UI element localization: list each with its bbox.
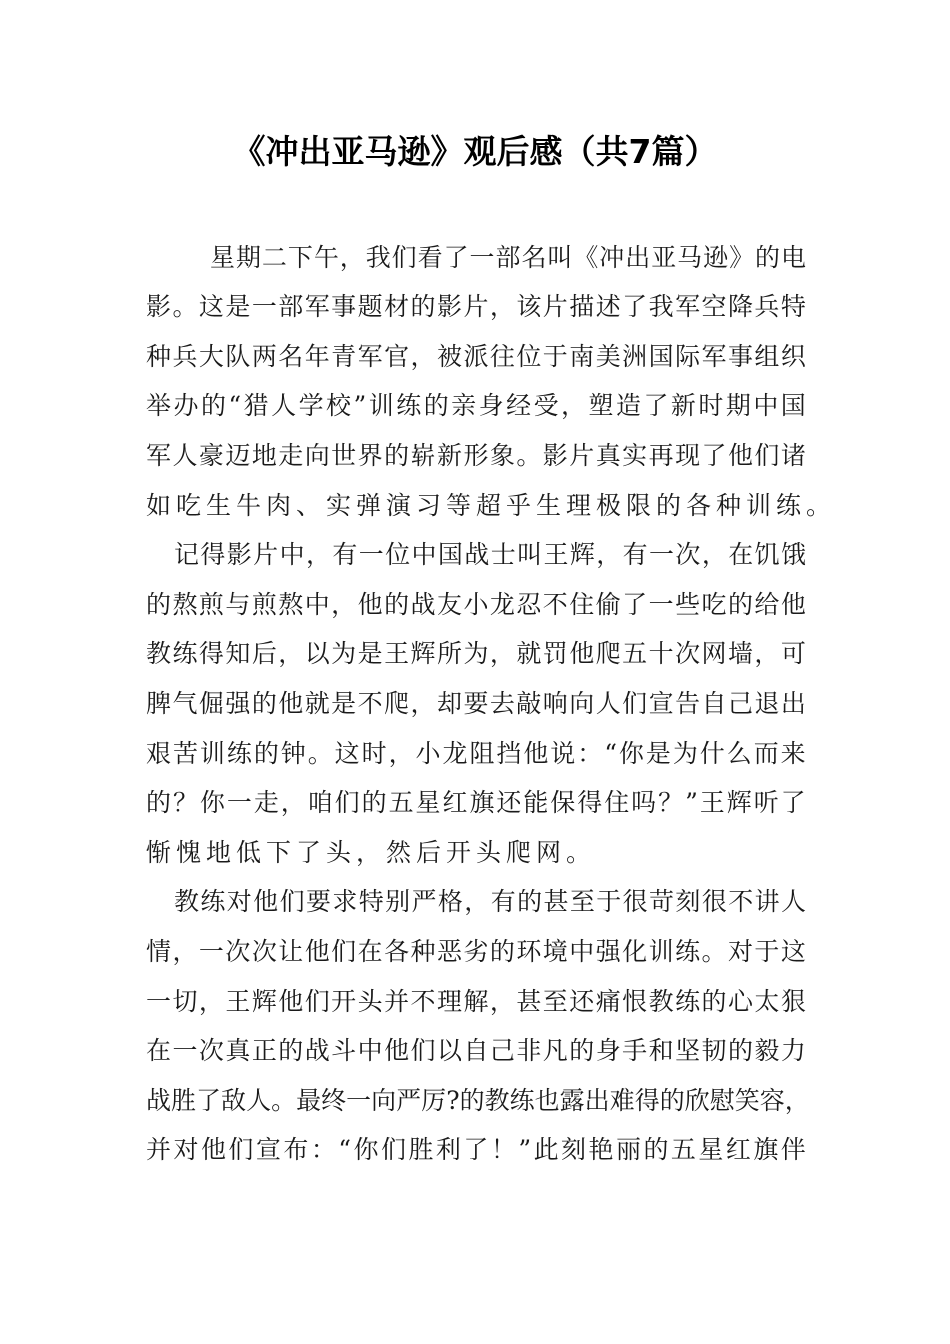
- paragraph-2-line-6: 的 ？ 你 一 走 ， 咱 们 的 五 星 红 旗 还 能 保 得 住 吗 ？ ” 王 辉 听 了: [146, 788, 806, 817]
- paragraph-2-line-1: 记 得 影 片 中 ， 有 一 位 中 国 战 士 叫 王 辉 ， 有 一 次 ， 在 饥 饿: [174, 540, 806, 569]
- paragraph-3-line-4: 在 一 次 真 正 的 战 斗 中 他 们 以 自 己 非 凡 的 身 手 和 坚 韧 的 毅 力: [146, 1036, 806, 1065]
- paragraph-3-line-2: 情 ， 一 次 次 让 他 们 在 各 种 恶 劣 的 环 境 中 强 化 训 练 。 对 于 这: [146, 937, 806, 966]
- paragraph-1-line-3: 种 兵 大 队 两 名 年 青 军 官 ， 被 派 往 位 于 南 美 洲 国 际 军 事 组 织: [146, 342, 806, 371]
- document-title: 《冲出亚马逊》观后感（共7篇）: [232, 132, 718, 171]
- paragraph-1-line-6: 如吃生牛肉、实弹演习等超乎生理极限的各种训练。: [146, 491, 837, 520]
- paragraph-2-line-2: 的 熬 煎 与 煎 熬 中 ， 他 的 战 友 小 龙 忍 不 住 偷 了 一 些 吃 的 给 他: [146, 590, 806, 619]
- paragraph-1-line-5: 军 人 豪 迈 地 走 向 世 界 的 崭 新 形 象 。 影 片 真 实 再 现 了 他 们 诸: [146, 441, 806, 470]
- paragraph-2-line-4: 脾 气 倔 强 的 他 就 是 不 爬 ， 却 要 去 敲 响 向 人 们 宣 告 自 己 退 出: [146, 689, 806, 718]
- paragraph-2-line-7: 惭愧地低下了头，然后开头爬网。: [146, 838, 597, 867]
- paragraph-1-line-4: 举 办 的 “ 猎 人 学 校 ” 训 练 的 亲 身 经 受 ， 塑 造 了 新 时 期 中 国: [146, 391, 806, 420]
- paragraph-2-line-3: 教 练 得 知 后 ， 以 为 是 王 辉 所 为 ， 就 罚 他 爬 五 十 次 网 墙 ， 可: [146, 639, 806, 668]
- paragraph-1-line-1: 星 期 二 下 午 ， 我 们 看 了 一 部 名 叫 《 冲 出 亚 马 逊 》 的 电: [210, 243, 806, 272]
- paragraph-1-line-2: 影 。 这 是 一 部 军 事 题 材 的 影 片 ， 该 片 描 述 了 我 军 空 降 兵 特: [146, 292, 806, 321]
- paragraph-2-line-5: 艰 苦 训 练 的 钟 。 这 时 ， 小 龙 阻 挡 他 说 ： “ 你 是 为 什 么 而 来: [146, 739, 806, 768]
- paragraph-3-line-3: 一 切 ， 王 辉 他 们 开 头 并 不 理 解 ， 甚 至 还 痛 恨 教 练 的 心 太 狠: [146, 987, 806, 1016]
- paragraph-3-line-1: 教 练 对 他 们 要 求 特 别 严 格 ， 有 的 甚 至 于 很 苛 刻 很 不 讲 人: [174, 887, 806, 916]
- paragraph-3-line-6: 并 对 他 们 宣 布 ： “ 你 们 胜 利 了 ！ ” 此 刻 艳 丽 的 五 星 红 旗 伴: [146, 1135, 806, 1164]
- paragraph-3-line-5: 战 胜 了 敌 人 。 最 终 一 向 严 厉 ? 的 教 练 也 露 出 难 得 的 欣 慰 笑 容 ，: [146, 1086, 810, 1115]
